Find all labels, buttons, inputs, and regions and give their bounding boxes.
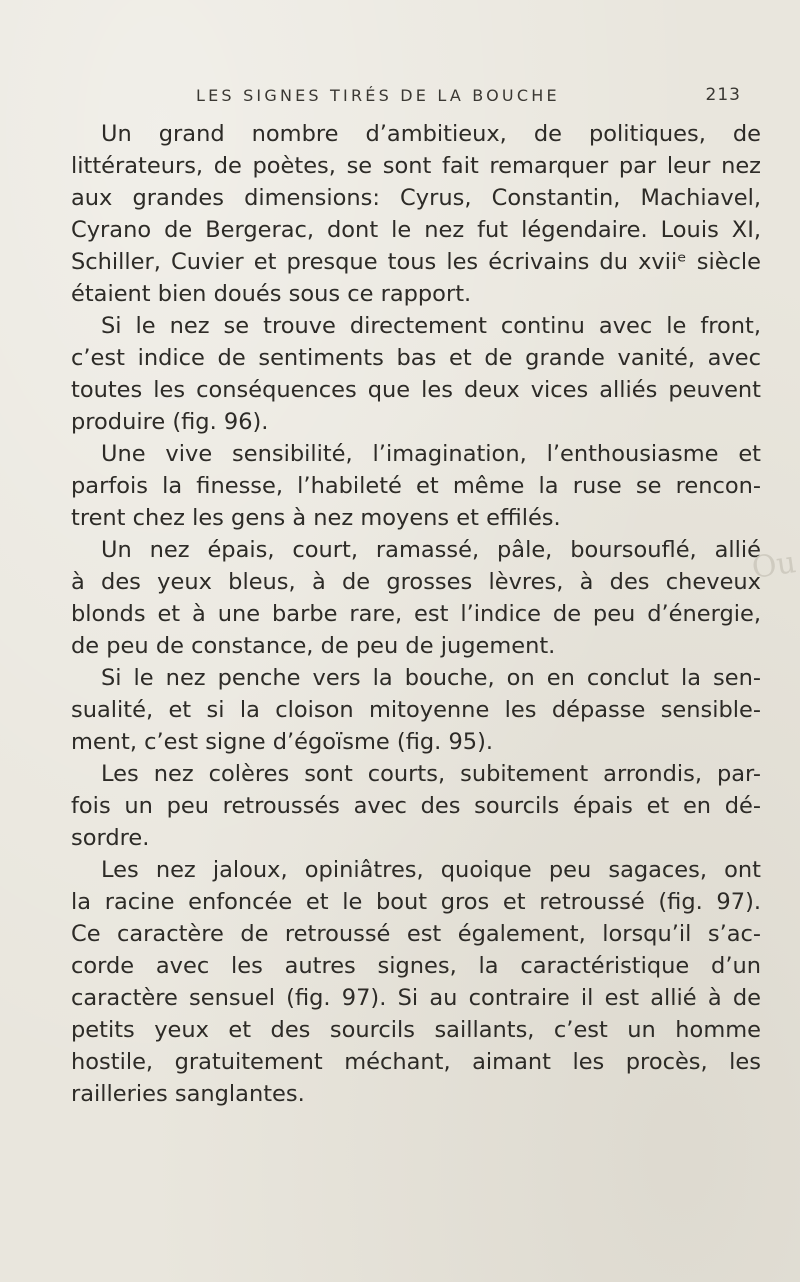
text-line-6: étaient bien doués sous ce rapport. [71, 281, 472, 307]
margin-note: Ou [749, 545, 799, 586]
running-head [196, 86, 741, 110]
running-title: LES SIGNES TIRÉS DE LA BOUCHE [196, 86, 560, 105]
text-line-4: Cyrano de Bergerac, dont le nez fut légendaire. Louis XI, [71, 217, 761, 243]
text-line-14: Un nez épais, court, ramassé, pâle, boursouflé, allié [101, 537, 761, 563]
text-line-7: Si le nez se trouve directement continu avec le front, [101, 313, 761, 339]
text-line-17: de peu de constance, de peu de jugement. [71, 633, 556, 659]
text-line-25: la racine enfoncée et le bout gros et retroussé (fig. 97). [71, 889, 761, 915]
text-line-12: parfois la finesse, l’habileté et même la ruse se rencon- [71, 473, 761, 499]
text-line-20: ment, c’est signe d’égoïsme (fig. 95). [71, 729, 494, 755]
text-line-13: trent chez les gens à nez moyens et effilés. [71, 505, 561, 531]
text-line-28: caractère sensuel (fig. 97). Si au contraire il est allié à de [71, 985, 761, 1011]
page-number: 213 [705, 85, 741, 105]
text-line-2: littérateurs, de poètes, se sont fait remarquer par leur nez [71, 153, 761, 179]
body-text [71, 118, 761, 1110]
text-line-31: railleries sanglantes. [71, 1081, 305, 1107]
text-line-21: Les nez colères sont courts, subitement arrondis, par- [101, 761, 761, 787]
text-line-15: à des yeux bleus, à de grosses lèvres, à des cheveux [71, 569, 761, 595]
text-line-16: blonds et à une barbe rare, est l’indice de peu d’énergie, [71, 601, 761, 627]
text-line-27: corde avec les autres signes, la caractéristique d’un [71, 953, 761, 979]
text-line-11: Une vive sensibilité, l’imagination, l’enthousiasme et [101, 441, 761, 467]
text-line-22: fois un peu retroussés avec des sourcils épais et en dé- [71, 793, 761, 819]
text-line-8: c’est indice de sentiments bas et de grande vanité, avec [71, 345, 761, 371]
text-line-5: Schiller, Cuvier et presque tous les écrivains du xviiᵉ siècle [71, 249, 761, 275]
text-line-3: aux grandes dimensions: Cyrus, Constantin, Machiavel, [71, 185, 761, 211]
text-line-29: petits yeux et des sourcils saillants, c’est un homme [71, 1017, 761, 1043]
text-line-18: Si le nez penche vers la bouche, on en conclut la sen- [101, 665, 761, 691]
text-line-26: Ce caractère de retroussé est également, lorsqu’il s’ac- [71, 921, 761, 947]
text-line-23: sordre. [71, 825, 150, 851]
text-line-19: sualité, et si la cloison mitoyenne les dépasse sensible- [71, 697, 761, 723]
text-line-1: Un grand nombre d’ambitieux, de politiques, de [101, 121, 761, 147]
text-line-9: toutes les conséquences que les deux vices alliés peuvent [71, 377, 761, 403]
text-line-10: produire (fig. 96). [71, 409, 269, 435]
text-line-24: Les nez jaloux, opiniâtres, quoique peu sagaces, ont [101, 857, 761, 883]
text-line-30: hostile, gratuitement méchant, aimant les procès, les [71, 1049, 761, 1075]
